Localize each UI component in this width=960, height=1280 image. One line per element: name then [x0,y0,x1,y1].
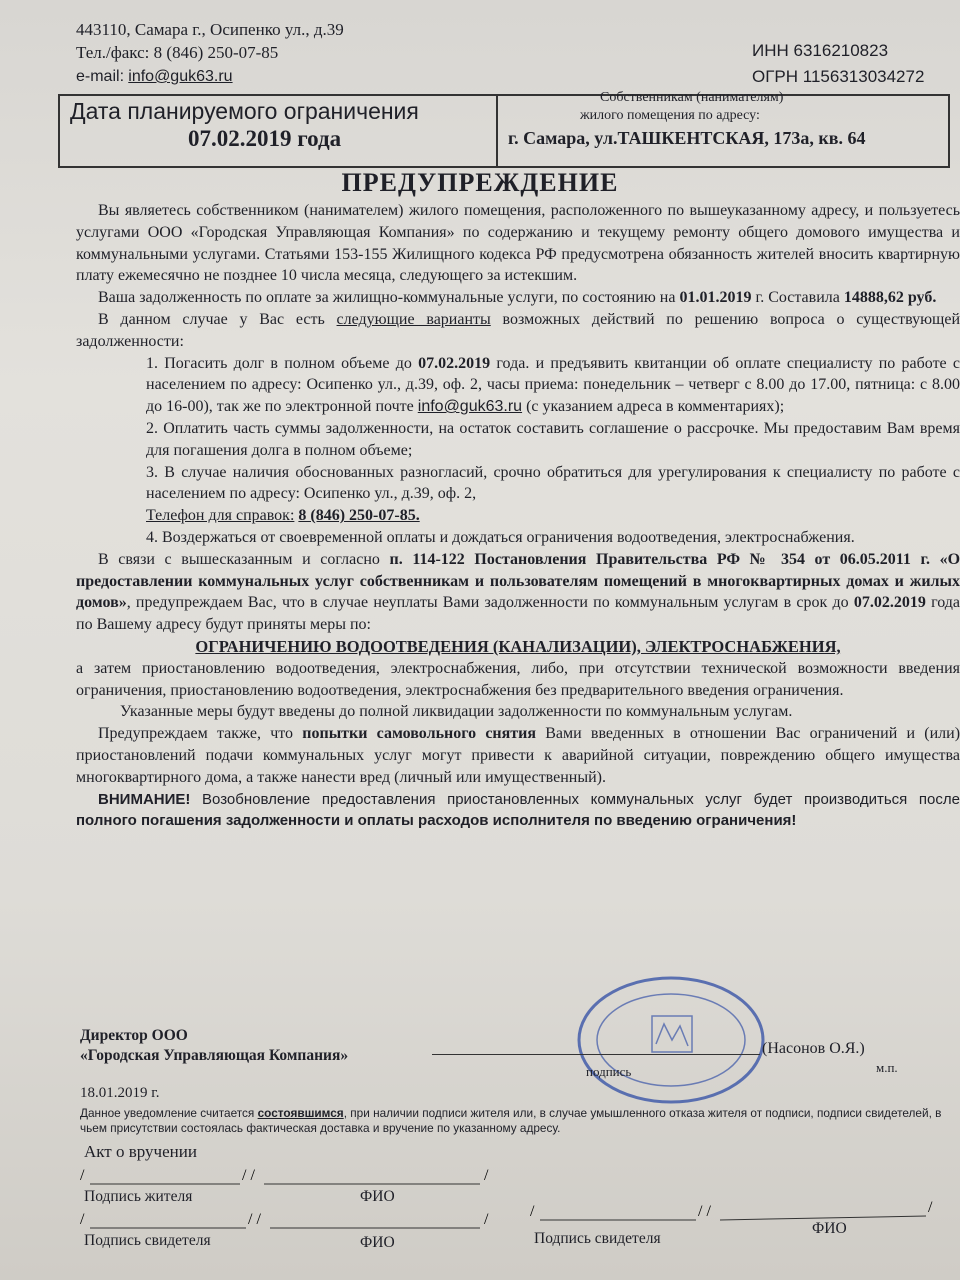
paragraph-intro: Вы являетесь собственником (нанимателем) жилого помещения, расположенного по вышеуказанному адресу, и пользуетесь услугами ООО «Городская Управляющая Компания» по содержанию и текущему ремонту общего домового имущества и коммунальными услугами. Статьями 153-155 Жилищного кодекса РФ предусмотрена обязанность жителей вносить квартирную плату ежемесячно не позднее 10 числа месяца, следующего за истекшим. [76,202,960,285]
warning-text-2: Вами введенных в отношении Вас ограничений и (или) приостановлений подачи коммунальных услуг могут привести к аварийной ситуации, повреждению общего имущества многоквартирного дома, а также нанести вред (личный или имущественный). [76,725,960,786]
attention-text: Возобновление предоставления приостановленных коммунальных услуг будет производиться после [202,790,960,808]
sender-email-row [76,64,344,88]
paragraph-options [76,309,960,353]
sender-address: 443110, Самара г., Осипенко ул., д.39 [76,20,344,39]
inn-number: ИНН 6316210823 [752,41,889,60]
recipient-address: г. Самара, ул.ТАШКЕНТСКАЯ, 173а, кв. 64 [508,128,866,148]
recipient-line2: жилого помещения по адресу: [580,108,760,123]
regulation-text-2: , предупреждаем Вас, что в случае неуплаты Вами задолженности по коммунальным услугам в срок до [126,594,849,612]
director-title: Директор ООО [80,1027,188,1044]
option-1-text-3: (с указанием адреса в комментариях); [526,398,785,416]
note-text-2: , при наличии подписи жителя или, в случае умышленного отказа жителя от подписи, подписи свидетелей, в чьем присутствии состоялась фактическая доставка и вручение по указанному адресу. [80,1106,942,1135]
regulation-date: 07.02.2019 [853,594,926,612]
paragraph-warning [76,723,960,788]
signature-line [432,1054,760,1055]
document-title: ПРЕДУПРЕЖДЕНИЕ [341,168,619,197]
recipient-line1: Собственникам (нанимателям) [600,90,784,105]
svg-text:/: / [80,1167,85,1184]
svg-text:/: / [484,1167,489,1184]
resident-fio-label: ФИО [360,1188,395,1205]
svg-text:/: / [530,1203,535,1220]
option-1-text-2: года. и предъявить квитанции об оплате специалисту по работе с населением по адресу: Осипенко ул., д.39, оф. 2, часы приема: понедельник – четверг с 8.00 до 17.00, пятница: с 8.00 до 16-00), так же по электронной почте [146,354,960,416]
regulation-text: В связи с вышесказанным и согласно [98,550,380,568]
witness2-sign-label: Подпись свидетеля [534,1230,661,1247]
info-box [58,90,950,168]
paragraph-suspension: а затем приостановлению водоотведения, электроснабжения, либо, при отсутствии технической возможности введения ограничения, приостановлению водоотведения, электроснабжения без предварительного введения ограничения. [76,659,960,699]
document-date: 18.01.2019 г. [80,1085,160,1101]
witness1-sign-label: Подпись свидетеля [84,1232,211,1249]
note-text: Данное уведомление считается [80,1106,255,1120]
svg-text:/ /: / / [248,1211,261,1228]
signature-caption: подпись [586,1064,632,1079]
restriction-heading: ОГРАНИЧЕНИЮ ВОДООТВЕДЕНИЯ (КАНАЛИЗАЦИИ), ЭЛЕКТРОСНАБЖЕНИЯ, [195,636,841,656]
option-2: 2. Оплатить часть суммы задолженности, на остаток составить соглашение о рассрочке. Мы предоставим Вам время для погашения долга в полном объеме; [146,419,960,459]
option-3: 3. В случае наличия обоснованных разногласий, срочно обратиться для урегулирования к специалисту по работе с населением по адресу: Осипенко ул., д.39, оф. 2, [146,463,960,503]
attention-bold: полного погашения задолженности и оплаты расходов исполнителя по введению ограничения! [76,812,797,830]
director-name: (Насонов О.Я.) [762,1040,865,1057]
resident-sign-label: Подпись жителя [84,1188,193,1205]
delivery-note [80,1106,956,1136]
restriction-date-label: Дата планируемого ограничения [70,98,419,124]
email-label: e-mail: [76,68,125,85]
witness2-fio-label: ФИО [812,1220,847,1237]
svg-text:/ /: / / [242,1167,255,1184]
restriction-date-value: 07.02.2019 года [188,126,342,151]
registration-block [752,38,924,90]
debt-sum: 14888,62 руб. [843,289,937,307]
option-1 [76,353,960,418]
debt-date: 01.01.2019 [679,289,752,307]
debt-text-2: г. Составила [755,289,840,307]
option-4: 4. Воздержаться от своевременной оплаты и дождаться ограничения водоотведения, электроснабжения. [146,528,855,546]
box-divider [496,96,498,166]
phone-value: 8 (846) 250-07-85. [298,507,420,525]
options-text-2: возможных действий по решению вопроса о существующей задолженности: [76,310,960,350]
svg-text:/: / [484,1211,489,1228]
regulation-bold: п. 114-122 Постановления Правительства РФ № 354 от 06.05.2011 г. «О предоставлении коммунальных услуг собственникам и пользователям помещений в многоквартирных домах и жилых домов» [76,550,960,612]
paragraph-attention [76,789,960,833]
warning-bold: попытки самовольного снятия [302,725,537,743]
debt-text: Ваша задолженность по оплате за жилищно-коммунальные услуги, по состоянию на [98,289,676,307]
attention-label: ВНИМАНИЕ! [98,790,191,808]
document-body [76,200,960,832]
phone-label: Телефон для справок: [146,507,295,525]
director-block [80,1026,348,1066]
witness1-sign-lines [80,1208,500,1232]
paragraph-debt [76,287,960,309]
sender-block [76,18,344,88]
official-stamp [566,968,776,1108]
options-underlined: следующие варианты [336,310,491,328]
witness2-sign-lines [530,1198,940,1222]
svg-text:/: / [80,1211,85,1228]
svg-text:/: / [928,1199,933,1216]
phone-row [76,505,960,527]
paragraph-measures: Указанные меры будут введены до полной ликвидации задолженности по коммунальным услугам. [120,703,793,721]
option-1-email-link[interactable]: info@guk63.ru [417,398,523,416]
paragraph-regulation [76,549,960,636]
svg-text:/ /: / / [698,1203,711,1220]
option-1-text: 1. Погасить долг в полном объеме до [146,354,412,372]
note-underlined: состоявшимся [257,1106,344,1120]
options-text: В данном случае у Вас есть [98,310,325,328]
seal-caption: м.п. [876,1060,898,1075]
witness1-fio-label: ФИО [360,1234,395,1251]
option-1-date: 07.02.2019 [418,354,491,372]
regulation-text-3: года по Вашему адресу будут приняты меры по: [76,594,960,634]
warning-text: Предупреждаем также, что [98,725,294,743]
ogrn-number: ОГРН 1156313034272 [752,67,925,86]
sender-email-link[interactable]: info@guk63.ru [128,68,233,85]
delivery-act-title: Акт о вручении [84,1142,197,1161]
resident-sign-lines [80,1164,500,1188]
sender-phone: Тел./факс: 8 (846) 250-07-85 [76,43,279,62]
company-name: «Городская Управляющая Компания» [80,1047,349,1064]
